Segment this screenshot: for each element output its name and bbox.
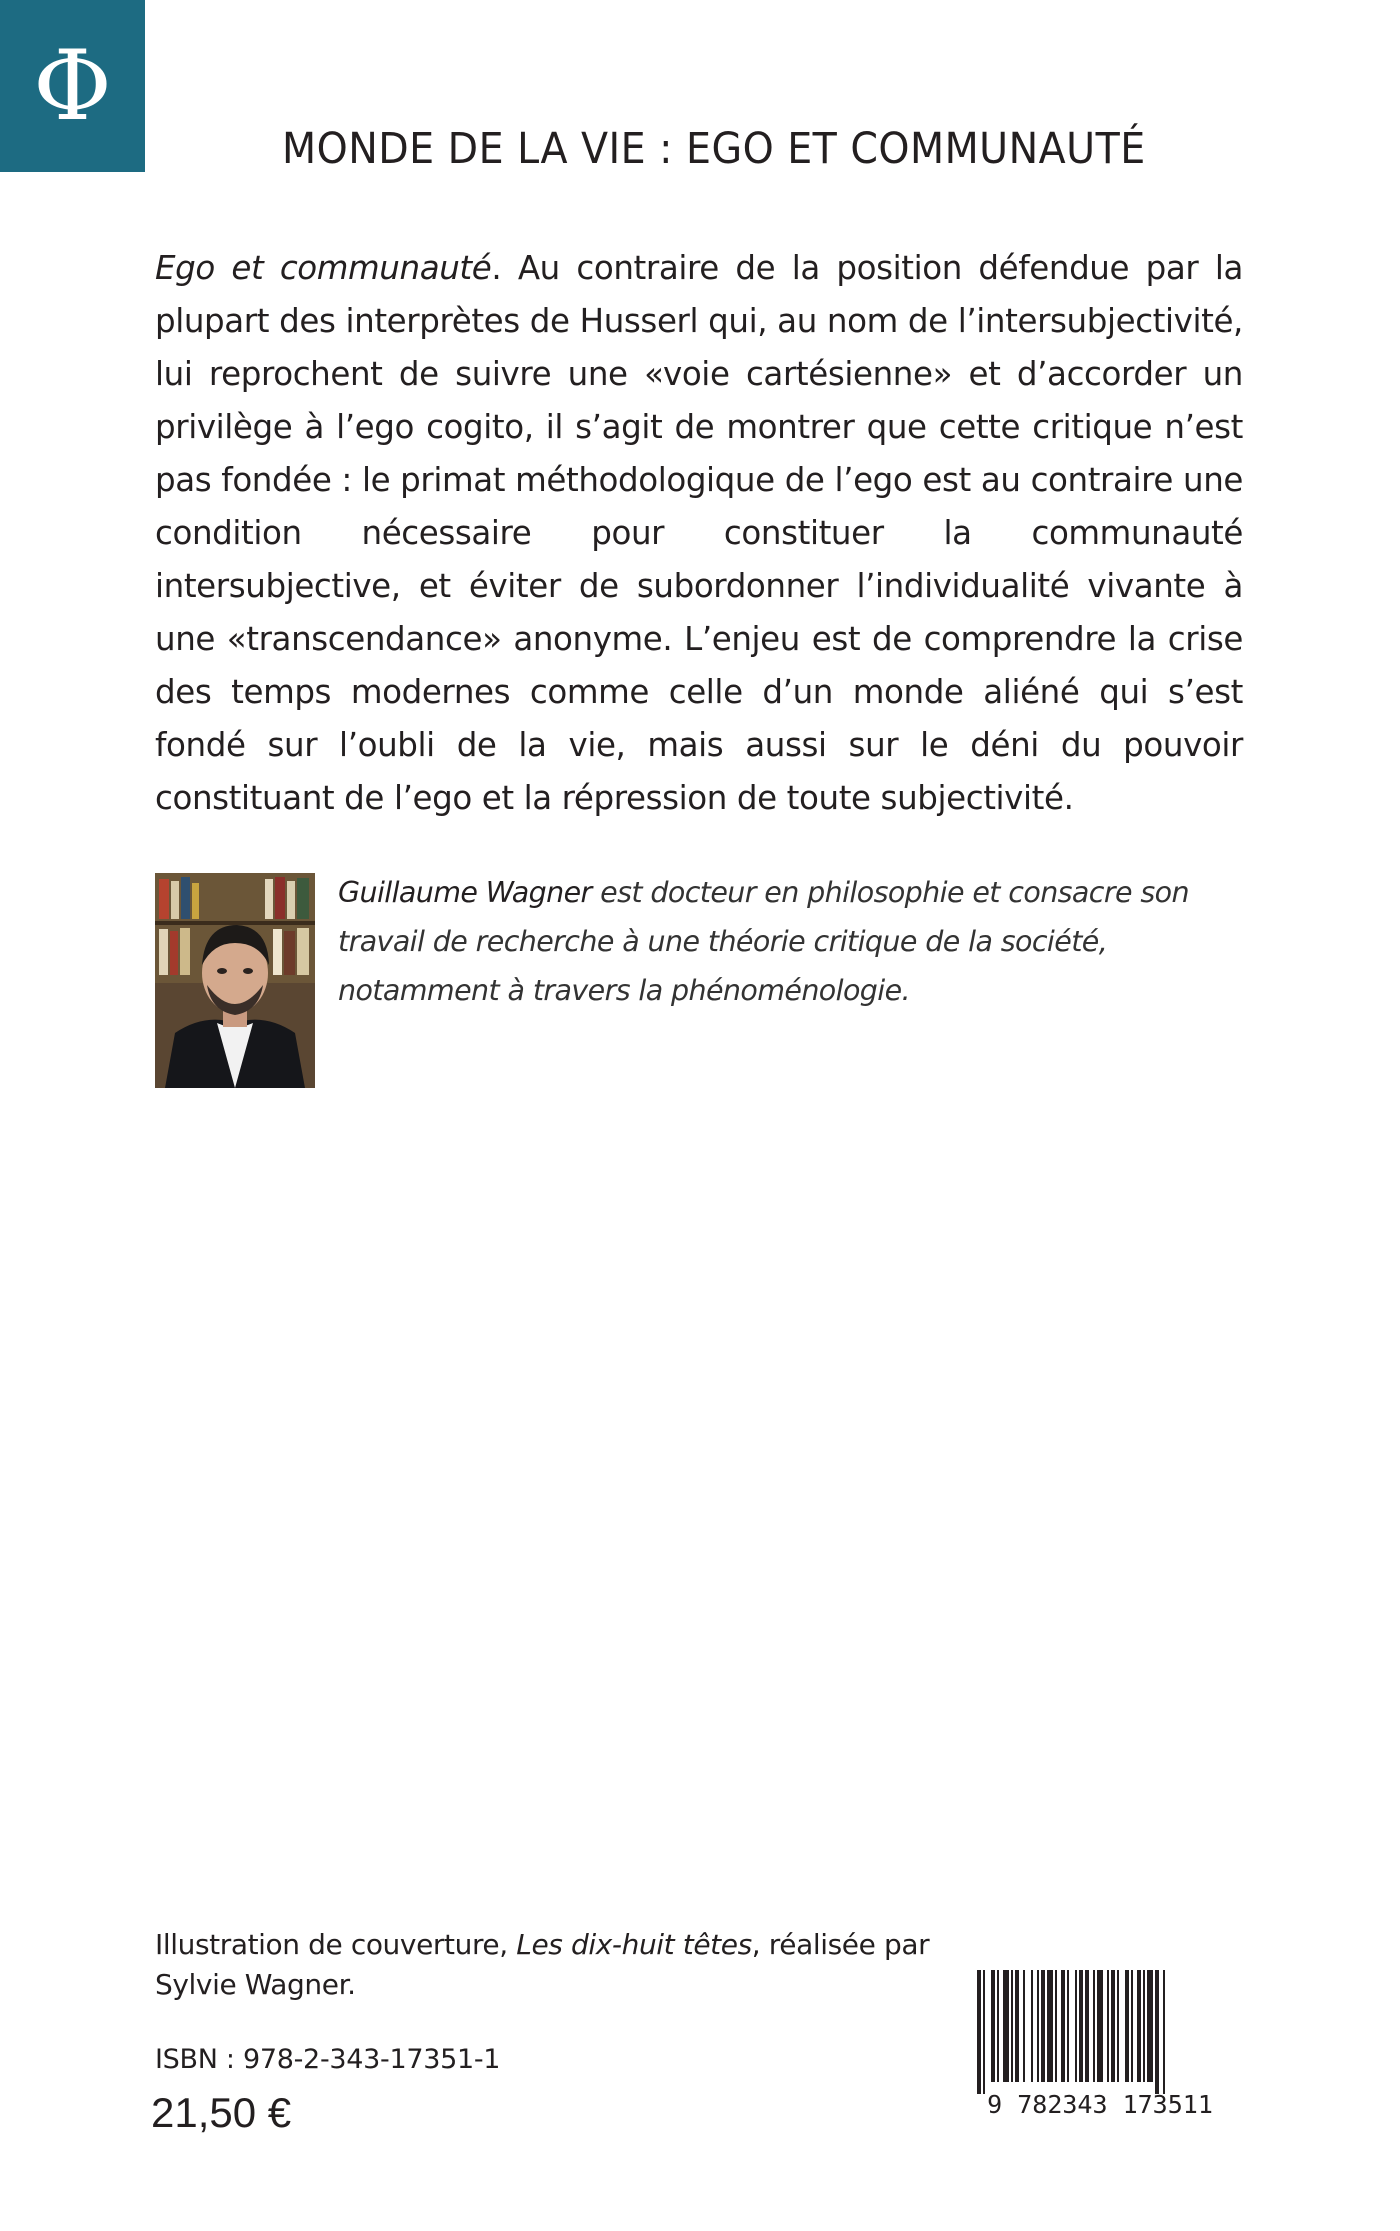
barcode-bar (1023, 1970, 1025, 2082)
isbn-label: ISBN : 978-2-343-17351-1 (155, 2044, 501, 2075)
cover-credit (155, 1925, 935, 2005)
phi-icon: Φ (33, 30, 112, 142)
publisher-logo (0, 0, 145, 172)
barcode-bar (1155, 1970, 1159, 2094)
barcode-bar (1047, 1970, 1053, 2082)
barcode-icon (955, 1970, 1245, 2120)
price-label: 21,50 € (151, 2089, 292, 2136)
book-summary (155, 242, 1243, 825)
barcode-bar (991, 1970, 995, 2082)
barcode-bar (1117, 1970, 1119, 2082)
barcode-bar (983, 1970, 985, 2094)
author-bio-text: est docteur en philosophie et consacre son travail de recherche à une théorie critique de la société, notamment à travers la phénoménologie. (338, 876, 1189, 1007)
barcode-bar (1093, 1970, 1095, 2082)
barcode-bar (1011, 1970, 1013, 2082)
credit-suffix: , réalisée par Sylvie Wagner. (155, 1928, 930, 2001)
barcode-bar (1055, 1970, 1057, 2082)
barcode-bar (1067, 1970, 1069, 2082)
barcode (955, 1970, 1245, 2120)
barcode-bar (1143, 1970, 1145, 2082)
author-portrait-icon (155, 873, 315, 1088)
credit-work-title: Les dix-huit têtes (516, 1928, 752, 1961)
barcode-bar (997, 1970, 999, 2082)
barcode-bar (1037, 1970, 1039, 2082)
barcode-bar (1003, 1970, 1009, 2082)
barcode-bar (1163, 1970, 1165, 2094)
barcode-bar (1079, 1970, 1083, 2082)
barcode-bar (1137, 1970, 1141, 2082)
barcode-bar (1061, 1970, 1065, 2082)
barcode-bar (977, 1970, 981, 2094)
barcode-bar (1031, 1970, 1033, 2082)
author-photo (155, 873, 315, 1088)
barcode-bar (1107, 1970, 1109, 2082)
barcode-bar (1075, 1970, 1077, 2082)
author-bio (338, 868, 1244, 1015)
barcode-bar (1097, 1970, 1103, 2082)
summary-lead: Ego et communauté (155, 249, 492, 287)
barcode-digits: 9 782343 173511 (987, 2090, 1213, 2119)
book-title: MONDE DE LA VIE : EGO ET COMMUNAUTÉ (282, 124, 1146, 174)
credit-prefix: Illustration de couverture, (155, 1928, 517, 1961)
barcode-bar (1131, 1970, 1133, 2082)
barcode-bar (1085, 1970, 1089, 2082)
barcode-bar (1111, 1970, 1115, 2082)
barcode-bar (1147, 1970, 1153, 2082)
barcode-bar (1125, 1970, 1129, 2082)
barcode-bar (1015, 1970, 1019, 2082)
barcode-bar (1041, 1970, 1045, 2082)
summary-body: . Au contraire de la position défendue par la plupart des interprètes de Husserl qui, au nom de l’intersubjectivité, lui reprochent de suivre une «voie cartésienne» et d’accorder un privilège à l’ego cogito, il s’agit de montrer que cette critique n’est pas fondée : le primat méthodologique de l’ego est au contraire une condition nécessaire pour constituer la communauté intersubjective, et éviter de subordonner l’individualité vivante à une «transcendance» anonyme. L’enjeu est de comprendre la crise des temps modernes comme celle d’un monde aliéné qui s’est fondé sur l’oubli de la vie, mais aussi sur le déni du pouvoir constituant de l’ego et la répression de toute subjectivité. (155, 249, 1243, 817)
author-name: Guillaume Wagner (338, 876, 592, 909)
